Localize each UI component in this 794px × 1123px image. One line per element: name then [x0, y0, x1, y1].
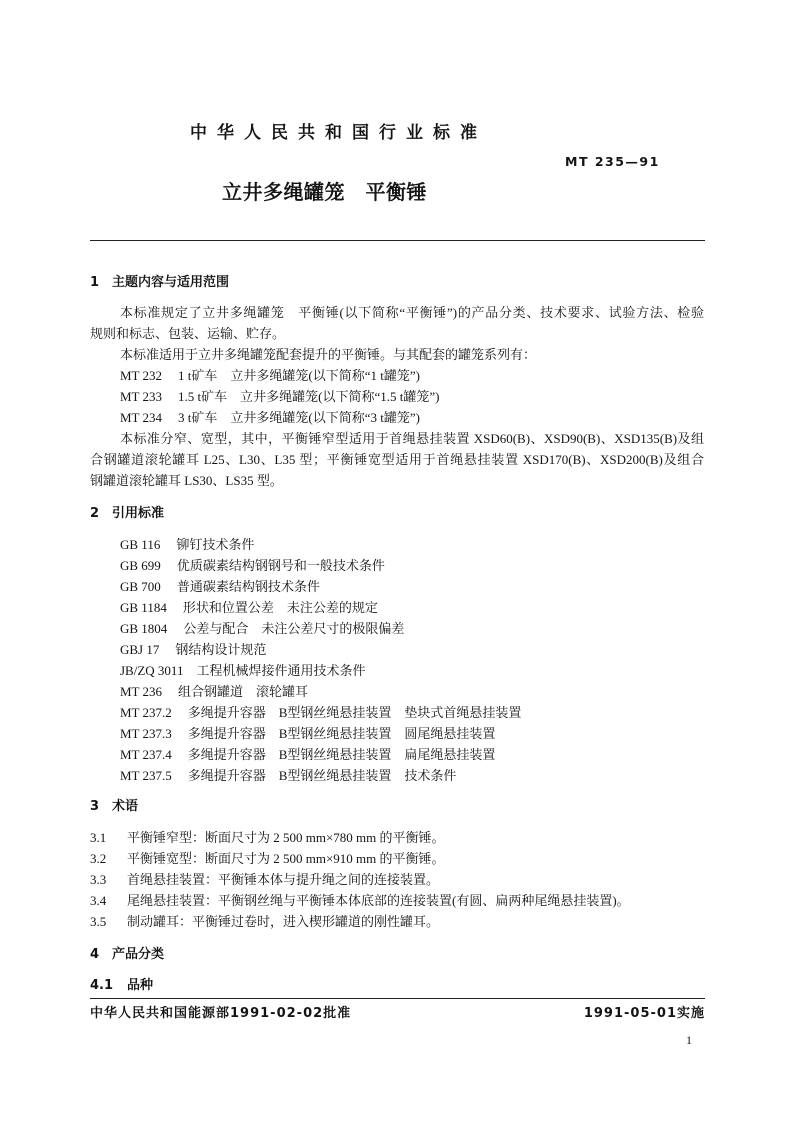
reference-title: 多绳提升容器 B型钢丝绳悬挂装置 扁尾绳悬挂装置	[187, 747, 496, 762]
reference-code: MT 237.3	[120, 726, 172, 741]
list-item	[90, 407, 704, 428]
reference-item	[90, 576, 704, 597]
reference-title: 钢结构设计规范	[175, 642, 267, 657]
reference-code: GB 700	[120, 579, 161, 594]
term-item	[90, 848, 704, 869]
reference-item	[90, 723, 704, 744]
reference-code: GB 699	[120, 558, 161, 573]
cage-name: 立井多绳罐笼(以下简称“1 t罐笼”)	[230, 368, 420, 383]
section-title: 产品分类	[112, 947, 165, 962]
subsection-number: 4.1	[90, 978, 114, 993]
term-number: 3.3	[90, 872, 107, 887]
page-number: 1	[686, 1033, 692, 1047]
standard-category-title: 中华人民共和国行业标准	[190, 123, 487, 143]
reference-title: 多绳提升容器 B型钢丝绳悬挂装置 垫块式首绳悬挂装置	[187, 705, 522, 720]
wagon-type: 3 t矿车	[178, 410, 218, 425]
section-1-body	[90, 302, 704, 491]
section-heading	[90, 944, 704, 965]
reference-title: 多绳提升容器 B型钢丝绳悬挂装置 圆尾绳悬挂装置	[187, 726, 496, 741]
reference-title: 普通碳素结构钢技术条件	[176, 579, 320, 594]
paragraph-line: 规则和标志、包装、运输、贮存。	[90, 326, 286, 341]
reference-item	[90, 744, 704, 765]
wagon-type: 1 t矿车	[178, 368, 218, 383]
term-list	[90, 827, 704, 932]
reference-code: MT 237.2	[120, 705, 172, 720]
term-text: 平衡锤窄型：断面尺寸为 2 500 mm×780 mm 的平衡锤。	[127, 830, 445, 845]
paragraph-line: 钢罐道滚轮罐耳 LS30、LS35 型。	[90, 473, 283, 488]
term-item	[90, 911, 704, 932]
list-item	[90, 386, 704, 407]
reference-code: GB 1804	[120, 621, 168, 636]
section-4	[90, 944, 704, 965]
paragraph-line: 合钢罐道滚轮罐耳 L25、L30、L35 型；平衡锤宽型适用于首绳悬挂装置 XSD170(B)、XSD200(B)及组合	[90, 452, 704, 467]
term-text: 制动罐耳：平衡锤过卷时，进入楔形罐道的刚性罐耳。	[127, 914, 440, 929]
reference-code: GB 116	[120, 537, 161, 552]
paragraph-line: 本标准分窄、宽型，其中，平衡锤窄型适用于首绳悬挂装置 XSD60(B)、XSD90(B)、XSD135(B)及组	[120, 431, 704, 446]
reference-title: 组合钢罐道 滚轮罐耳	[178, 684, 309, 699]
reference-item	[90, 597, 704, 618]
reference-item	[90, 702, 704, 723]
term-text: 平衡锤宽型：断面尺寸为 2 500 mm×910 mm 的平衡锤。	[127, 851, 445, 866]
term-number: 3.1	[90, 830, 107, 845]
section-title: 引用标准	[112, 506, 165, 521]
cage-name: 立井多绳罐笼(以下简称“3 t罐笼”)	[230, 410, 420, 425]
term-number: 3.5	[90, 914, 107, 929]
term-number: 3.2	[90, 851, 107, 866]
term-text: 尾绳悬挂装置：平衡钢丝绳与平衡锤本体底部的连接装置(有圆、扁两种尾绳悬挂装置)。	[127, 893, 630, 908]
paragraph-line: 本标准适用于立井多绳罐笼配套提升的平衡锤。与其配套的罐笼系列有：	[120, 347, 537, 362]
section-number: 2	[90, 506, 100, 521]
section-heading	[90, 503, 704, 524]
reference-item	[90, 639, 704, 660]
section-title: 术语	[112, 799, 139, 814]
reference-title: 多绳提升容器 B型钢丝绳悬挂装置 技术条件	[187, 768, 457, 783]
header-rule	[90, 240, 705, 241]
effective-date: 1991-05-01实施	[583, 1006, 705, 1021]
reference-item	[90, 765, 704, 786]
reference-title: 公差与配合 未注公差尺寸的极限偏差	[183, 621, 405, 636]
reference-item	[90, 534, 704, 555]
term-item	[90, 869, 704, 890]
reference-item	[90, 618, 704, 639]
term-item	[90, 890, 704, 911]
standard-code: MT 233	[120, 389, 163, 404]
standard-code: MT 232	[120, 368, 163, 383]
section-number: 4	[90, 947, 100, 962]
reference-title: 工程机械焊接件通用技术条件	[196, 663, 366, 678]
section-title: 主题内容与适用范围	[112, 275, 230, 290]
standard-number: MT 235—91	[565, 154, 660, 169]
subsection-title: 品种	[127, 978, 154, 993]
cage-name: 立井多绳罐笼(以下简称“1.5 t罐笼”)	[240, 389, 440, 404]
reference-code: JB/ZQ 3011	[120, 663, 184, 678]
document-title: 立井多绳罐笼 平衡锤	[222, 180, 427, 204]
reference-item	[90, 555, 704, 576]
reference-title: 形状和位置公差 未注公差的规定	[182, 600, 378, 615]
wagon-type: 1.5 t矿车	[178, 389, 228, 404]
list-item	[90, 365, 704, 386]
reference-code: GBJ 17	[120, 642, 160, 657]
reference-code: MT 237.4	[120, 747, 172, 762]
section-number: 3	[90, 799, 100, 814]
reference-item	[90, 681, 704, 702]
reference-title: 优质碳素结构钢钢号和一般技术条件	[176, 558, 385, 573]
reference-code: MT 237.5	[120, 768, 172, 783]
section-3	[90, 796, 704, 817]
reference-title: 铆钉技术条件	[176, 537, 255, 552]
standard-code: MT 234	[120, 410, 163, 425]
term-item	[90, 827, 704, 848]
reference-item	[90, 660, 704, 681]
subsection-heading	[90, 975, 704, 996]
footer-rule	[90, 998, 705, 999]
reference-code: MT 236	[120, 684, 163, 699]
section-1	[90, 272, 704, 293]
section-2	[90, 503, 704, 524]
term-number: 3.4	[90, 893, 107, 908]
paragraph-line: 本标准规定了立井多绳罐笼 平衡锤(以下简称“平衡锤”)的产品分类、技术要求、试验方法、检验	[120, 305, 704, 320]
section-heading	[90, 272, 704, 293]
term-text: 首绳悬挂装置：平衡锤本体与提升绳之间的连接装置。	[127, 872, 440, 887]
section-number: 1	[90, 275, 100, 290]
subsection-4-1	[90, 975, 704, 996]
approval-statement: 中华人民共和国能源部1991-02-02批准	[90, 1006, 352, 1021]
reference-code: GB 1184	[120, 600, 167, 615]
reference-list	[90, 534, 704, 786]
section-heading	[90, 796, 704, 817]
